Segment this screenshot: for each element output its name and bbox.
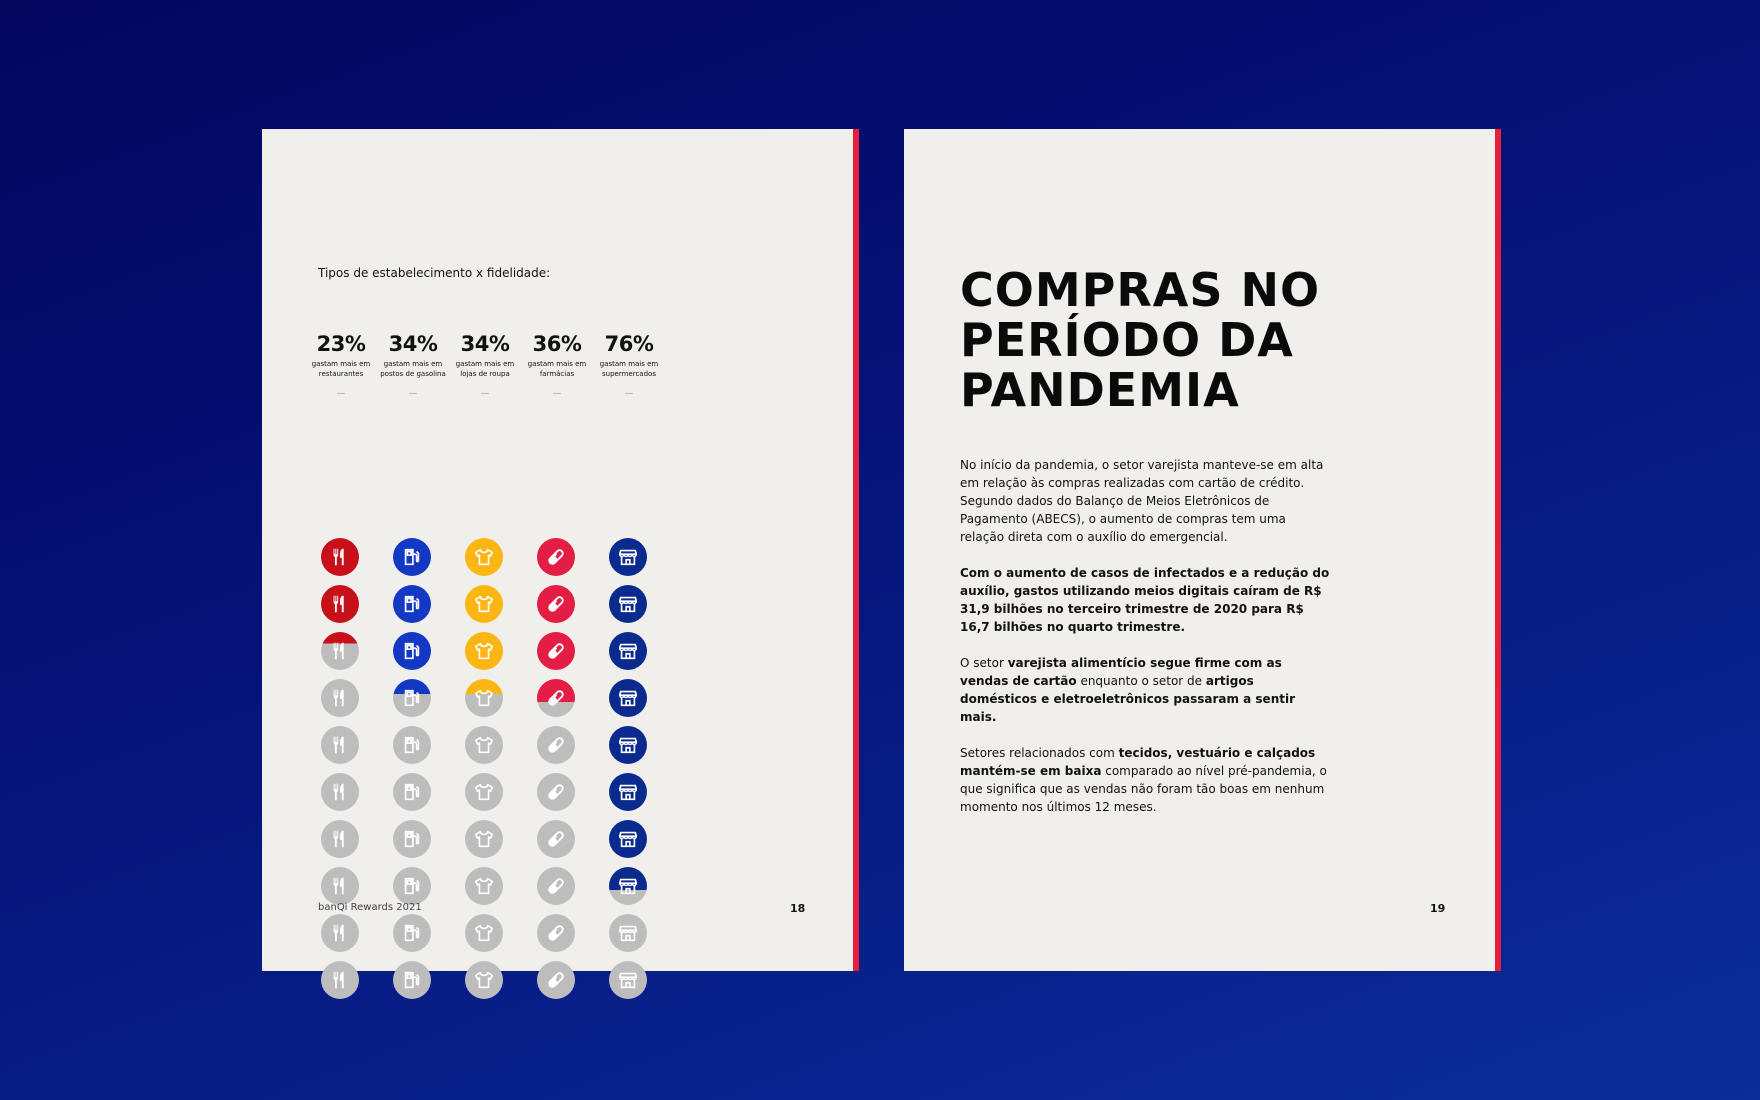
divider bbox=[409, 393, 417, 394]
pill-icon bbox=[537, 726, 575, 764]
tshirt-icon bbox=[465, 867, 503, 905]
icon-stack bbox=[321, 538, 361, 1008]
category-label: gastam mais em supermercados bbox=[599, 360, 659, 378]
fork-knife-icon bbox=[321, 585, 359, 623]
gas-pump-icon bbox=[393, 773, 431, 811]
fork-knife-icon bbox=[321, 773, 359, 811]
tshirt-icon bbox=[465, 773, 503, 811]
storefront-icon bbox=[609, 632, 647, 670]
tshirt-icon bbox=[465, 585, 503, 623]
headline-line: PERÍODO DA bbox=[960, 313, 1294, 367]
tshirt-icon bbox=[465, 679, 503, 717]
storefront-icon bbox=[609, 726, 647, 764]
pill-icon bbox=[537, 538, 575, 576]
page-edge-stripe bbox=[853, 129, 859, 971]
gas-pump-icon bbox=[393, 679, 431, 717]
data-label: 34% bbox=[388, 332, 438, 356]
pill-icon bbox=[537, 820, 575, 858]
text-run: enquanto o setor de bbox=[1076, 674, 1206, 688]
gas-pump-icon bbox=[393, 632, 431, 670]
fork-knife-icon bbox=[321, 632, 359, 670]
pill-icon bbox=[537, 961, 575, 999]
text-run: Setores relacionados com bbox=[960, 746, 1119, 760]
divider bbox=[337, 393, 345, 394]
text-run-bold: varejista alimentício segue firme com as vendas de cartão bbox=[960, 656, 1282, 688]
left-page bbox=[262, 129, 859, 971]
page-edge-stripe bbox=[1495, 129, 1501, 971]
category-label: gastam mais em postos de gasolina bbox=[380, 360, 446, 378]
storefront-icon bbox=[609, 820, 647, 858]
divider bbox=[553, 393, 561, 394]
tshirt-icon bbox=[465, 726, 503, 764]
pill-icon bbox=[537, 867, 575, 905]
text-run: O setor bbox=[960, 656, 1008, 670]
paragraph-textiles bbox=[960, 744, 1330, 816]
category-label: gastam mais em farmácias bbox=[527, 360, 587, 378]
paragraph-highlight-text: Com o aumento de casos de infectados e a redução do auxílio, gastos utilizando meios digitais caíram de R$ 31,9 bilhões no terceiro trimestre de 2020 para R$ 16,7 bilhões no quarto trimestre. bbox=[960, 566, 1330, 634]
fork-knife-icon bbox=[321, 538, 359, 576]
fork-knife-icon bbox=[321, 961, 359, 999]
category-label: gastam mais em restaurantes bbox=[311, 360, 371, 378]
chart-title: Tipos de estabelecimento x fidelidade: bbox=[318, 266, 551, 280]
chart-column bbox=[305, 332, 377, 394]
storefront-icon bbox=[609, 585, 647, 623]
paragraph-intro: No início da pandemia, o setor varejista manteve-se em alta em relação às compras realizadas com cartão de crédito. Segundo dados do Balanço de Meios Eletrônicos de Pagamento (ABECS), o aumento de compras tem uma relação direta com o auxílio do emergencial. bbox=[960, 458, 1324, 544]
fork-knife-icon bbox=[321, 867, 359, 905]
page-number: 19 bbox=[1430, 902, 1446, 915]
gas-pump-icon bbox=[393, 820, 431, 858]
headline-line: PANDEMIA bbox=[960, 363, 1240, 417]
pill-icon bbox=[537, 585, 575, 623]
page-headline bbox=[960, 265, 1320, 415]
divider bbox=[481, 393, 489, 394]
tshirt-icon bbox=[465, 820, 503, 858]
tshirt-icon bbox=[465, 538, 503, 576]
icon-stack bbox=[537, 538, 577, 1008]
storefront-icon bbox=[609, 867, 647, 905]
paragraph-retail bbox=[960, 654, 1330, 726]
data-label: 36% bbox=[532, 332, 582, 356]
pill-icon bbox=[537, 679, 575, 717]
data-label: 23% bbox=[316, 332, 366, 356]
gas-pump-icon bbox=[393, 726, 431, 764]
storefront-icon bbox=[609, 961, 647, 999]
data-label: 34% bbox=[460, 332, 510, 356]
body-text bbox=[960, 456, 1330, 834]
text-run-bold: artigos domésticos e eletroeletrônicos passaram a sentir mais. bbox=[960, 674, 1296, 724]
icon-stack bbox=[465, 538, 505, 1008]
chart-column bbox=[449, 332, 521, 394]
gas-pump-icon bbox=[393, 961, 431, 999]
chart-column bbox=[521, 332, 593, 394]
chart-column bbox=[377, 332, 449, 394]
storefront-icon bbox=[609, 679, 647, 717]
text-run-bold: tecidos, vestuário e calçados mantém-se em baixa bbox=[960, 746, 1316, 778]
fork-knife-icon bbox=[321, 914, 359, 952]
gas-pump-icon bbox=[393, 585, 431, 623]
storefront-icon bbox=[609, 538, 647, 576]
data-label: 76% bbox=[604, 332, 654, 356]
pill-icon bbox=[537, 914, 575, 952]
icon-stack bbox=[609, 538, 649, 1008]
divider bbox=[625, 393, 633, 394]
paragraph-highlight bbox=[960, 564, 1330, 636]
pill-icon bbox=[537, 773, 575, 811]
gas-pump-icon bbox=[393, 538, 431, 576]
tshirt-icon bbox=[465, 961, 503, 999]
storefront-icon bbox=[609, 914, 647, 952]
headline-line: COMPRAS NO bbox=[960, 263, 1321, 317]
fork-knife-icon bbox=[321, 726, 359, 764]
category-label: gastam mais em lojas de roupa bbox=[455, 360, 515, 378]
footer-brand: banQi Rewards 2021 bbox=[318, 902, 422, 913]
gas-pump-icon bbox=[393, 867, 431, 905]
tshirt-icon bbox=[465, 632, 503, 670]
fork-knife-icon bbox=[321, 679, 359, 717]
fork-knife-icon bbox=[321, 820, 359, 858]
storefront-icon bbox=[609, 773, 647, 811]
gas-pump-icon bbox=[393, 914, 431, 952]
page-number: 18 bbox=[790, 902, 806, 915]
pill-icon bbox=[537, 632, 575, 670]
tshirt-icon bbox=[465, 914, 503, 952]
chart-column bbox=[593, 332, 665, 394]
icon-stack bbox=[393, 538, 433, 1008]
right-page bbox=[904, 129, 1501, 971]
text-run: comparado ao nível pré-pandemia, o que significa que as vendas não foram tão boas em nenhum momento nos últimos 12 meses. bbox=[960, 764, 1327, 814]
